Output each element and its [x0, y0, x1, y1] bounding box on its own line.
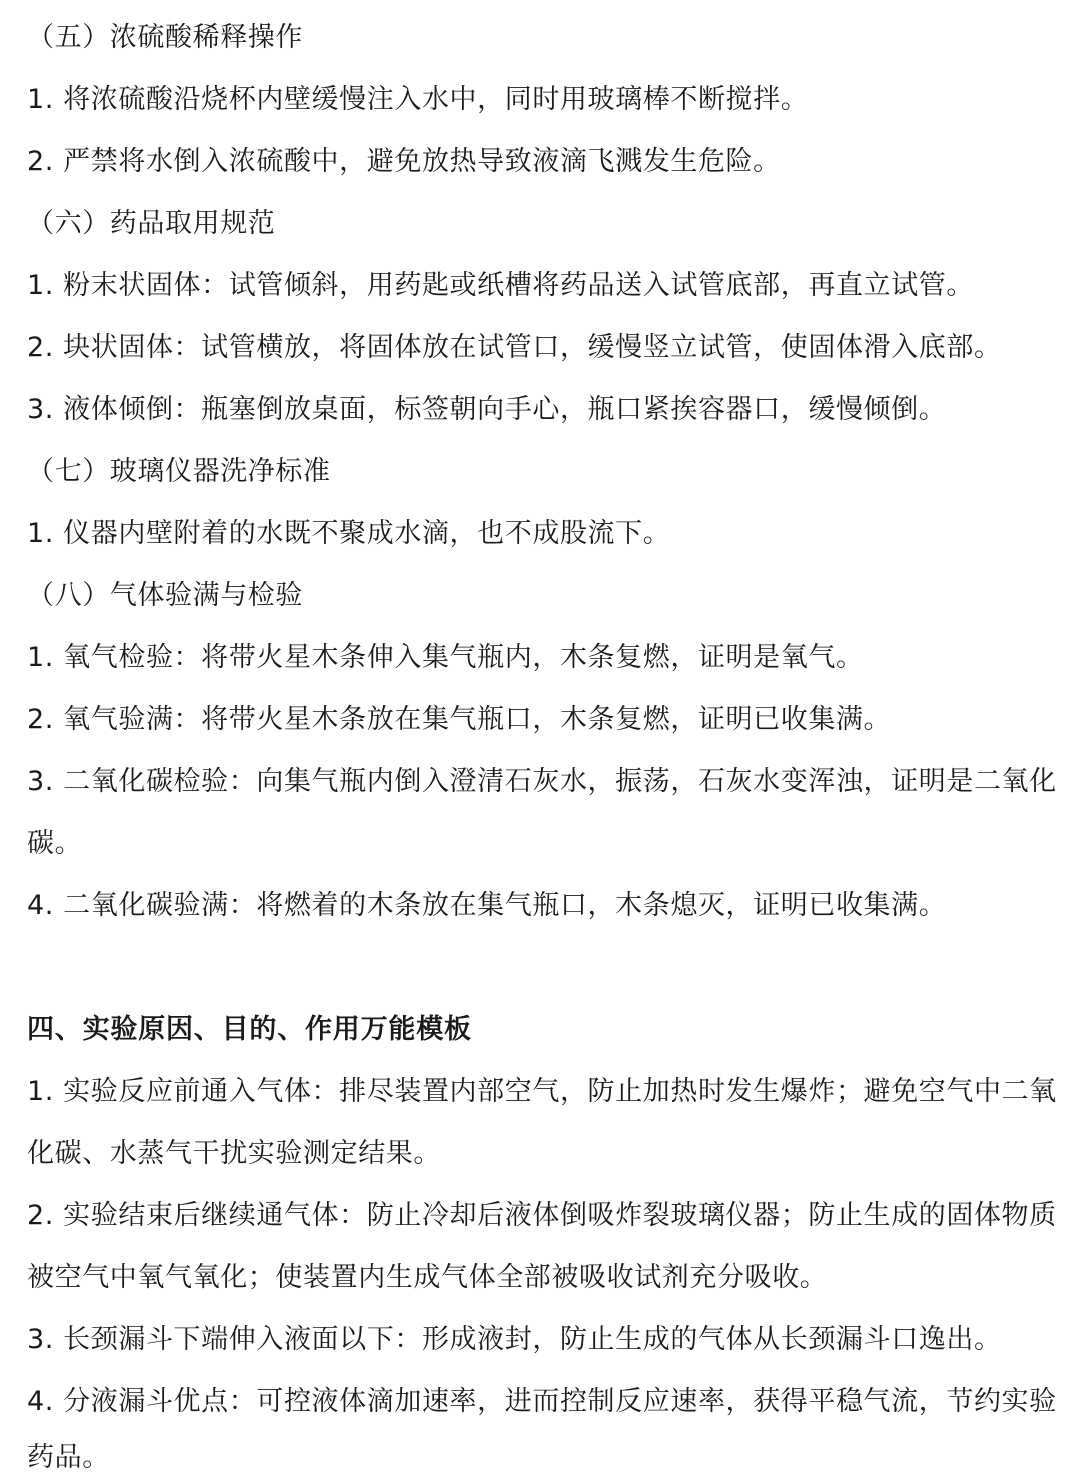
part-4-item-4-cont: 药品。 — [27, 1442, 110, 1473]
part-4-item-4: 4. 分液漏斗优点：可控液体滴加速率，进而控制反应速率，获得平稳气流，节约实验 — [27, 1386, 1057, 1417]
section-8-item-3-cont: 碳。 — [27, 828, 83, 859]
section-8-item-2: 2. 氧气验满：将带火星木条放在集气瓶口，木条复燃，证明已收集满。 — [27, 704, 892, 735]
part-4-item-1-cont: 化碳、水蒸气干扰实验测定结果。 — [27, 1138, 441, 1169]
part-4-item-3: 3. 长颈漏斗下端伸入液面以下：形成液封，防止生成的气体从长颈漏斗口逸出。 — [27, 1324, 1002, 1355]
part-4-item-2-cont: 被空气中氧气氧化；使装置内生成气体全部被吸收试剂充分吸收。 — [27, 1262, 828, 1293]
part-4-heading: 四、实验原因、目的、作用万能模板 — [27, 1014, 472, 1045]
section-5-heading: （五）浓硫酸稀释操作 — [27, 22, 303, 53]
part-4-item-1: 1. 实验反应前通入气体：排尽装置内部空气，防止加热时发生爆炸；避免空气中二氧 — [27, 1076, 1057, 1107]
section-8-item-1: 1. 氧气检验：将带火星木条伸入集气瓶内，木条复燃，证明是氧气。 — [27, 642, 864, 673]
section-8-heading: （八）气体验满与检验 — [27, 580, 303, 611]
section-5-item-1: 1. 将浓硫酸沿烧杯内壁缓慢注入水中，同时用玻璃棒不断搅拌。 — [27, 84, 809, 115]
section-6-item-3: 3. 液体倾倒：瓶塞倒放桌面，标签朝向手心，瓶口紧挨容器口，缓慢倾倒。 — [27, 394, 947, 425]
section-6-heading: （六）药品取用规范 — [27, 208, 276, 239]
part-4-item-2: 2. 实验结束后继续通气体：防止冷却后液体倒吸炸裂玻璃仪器；防止生成的固体物质 — [27, 1200, 1057, 1231]
section-7-item-1: 1. 仪器内壁附着的水既不聚成水滴，也不成股流下。 — [27, 518, 671, 549]
section-8-item-4: 4. 二氧化碳验满：将燃着的木条放在集气瓶口，木条熄灭，证明已收集满。 — [27, 890, 947, 921]
section-5-item-2: 2. 严禁将水倒入浓硫酸中，避免放热导致液滴飞溅发生危险。 — [27, 146, 781, 177]
section-8-item-3: 3. 二氧化碳检验：向集气瓶内倒入澄清石灰水，振荡，石灰水变浑浊，证明是二氧化 — [27, 766, 1057, 797]
section-6-item-2: 2. 块状固体：试管横放，将固体放在试管口，缓慢竖立试管，使固体滑入底部。 — [27, 332, 1002, 363]
section-6-item-1: 1. 粉末状固体：试管倾斜，用药匙或纸槽将药品送入试管底部，再直立试管。 — [27, 270, 974, 301]
section-7-heading: （七）玻璃仪器洗净标准 — [27, 456, 331, 487]
